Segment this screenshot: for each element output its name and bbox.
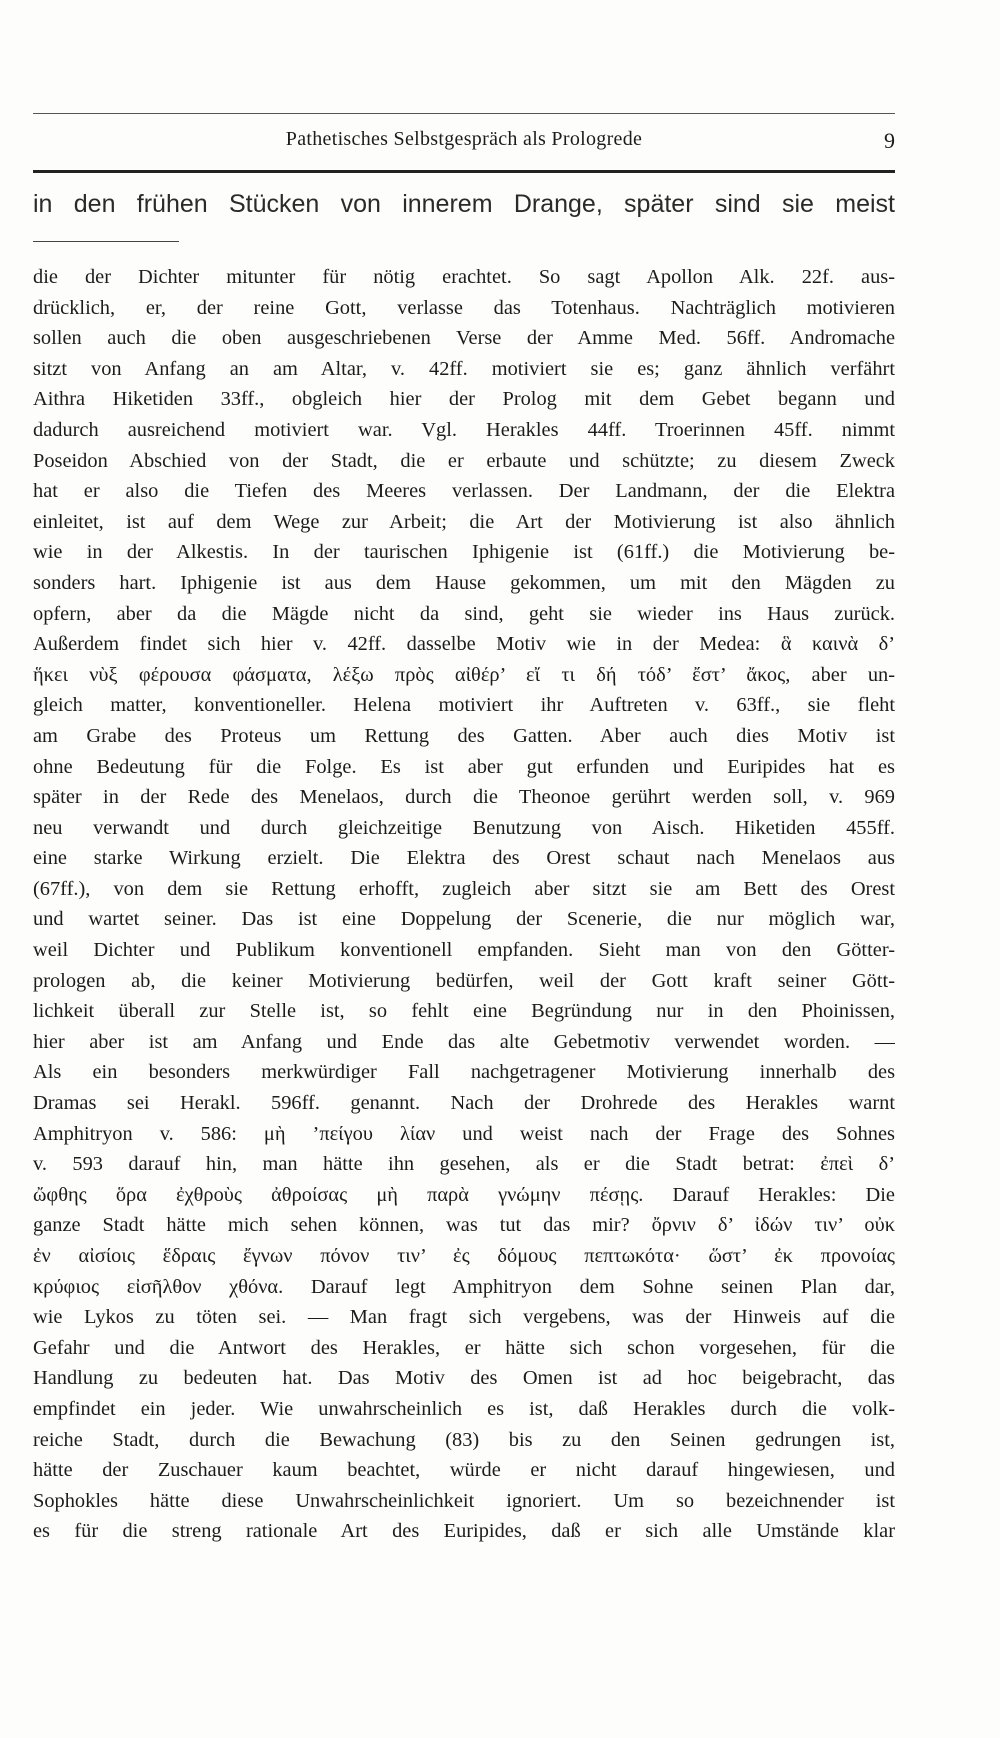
page-header [33, 128, 895, 158]
footnote-line: hier aber ist am Anfang und Ende das alte Gebetmotiv verwendet worden. — [33, 1030, 895, 1053]
footnote-line: weil Dichter und Publikum konventionell empfanden. Sieht man von den Götter- [33, 939, 895, 962]
footnote-line: dadurch ausreichend motiviert war. Vgl. Herakles 44ff. Troerinnen 45ff. nimmt [33, 418, 895, 441]
footnote-line: die der Dichter mitunter für nötig erachtet. So sagt Apollon Alk. 22f. aus- [33, 266, 895, 288]
footnote-line: es für die streng rationale Art des Euripides, daß er sich alle Umstände klar [33, 1520, 895, 1543]
footnote-separator [33, 241, 179, 242]
footnote-line: ἥκει νὺξ φέρουσα φάσματα, λέξω πρὸς αἰθέρ’ εἴ τι δή τόδ’ ἔστ’ ἄκος, aber un- [33, 663, 895, 686]
top-rule [33, 113, 895, 114]
footnote-line: Außerdem findet sich hier v. 42ff. dasselbe Motiv wie in der Medea: ἃ καινὰ δ’ [33, 633, 895, 656]
footnote-line: sollen auch die oben ausgeschriebenen Verse der Amme Med. 56ff. Andromache [33, 327, 895, 350]
footnote-line: sonders hart. Iphigenie ist aus dem Hause gekommen, um mit den Mägden zu [33, 571, 895, 594]
footnote-line: hat er also die Tiefen des Meeres verlassen. Der Landmann, der die Elektra [33, 480, 895, 503]
footnote-line: opfern, aber da die Mägde nicht da sind, geht sie wieder ins Haus zurück. [33, 602, 895, 625]
footnote-line: sitzt von Anfang an am Altar, v. 42ff. motiviert sie es; ganz ähnlich verfährt [33, 357, 895, 380]
footnote-line: wie in der Alkestis. In der taurischen Iphigenie ist (61ff.) die Motivierung be- [33, 541, 895, 564]
footnote-line: ganze Stadt hätte mich sehen können, was tut das mir? ὄρνιν δ’ ἰδών τιν’ οὐκ [33, 1214, 895, 1237]
footnote-line: Amphitryon v. 586: μὴ ’πείγου λίαν und weist nach der Frage des Sohnes [33, 1122, 895, 1145]
carry-over-line: in den frühen Stücken von innerem Drange, später sind sie meist [33, 190, 895, 218]
footnote-line: und wartet seiner. Das ist eine Doppelung der Scenerie, die nur möglich war, [33, 908, 895, 931]
footnote-line: am Grabe des Proteus um Rettung des Gatten. Aber auch dies Motiv ist [33, 724, 895, 747]
header-rule [33, 170, 895, 173]
page-number: 9 [884, 128, 895, 153]
footnote-line: neu verwandt und durch gleichzeitige Benutzung von Aisch. Hiketiden 455ff. [33, 816, 895, 839]
footnote-line: empfindet ein jeder. Wie unwahrscheinlich es ist, daß Herakles durch die volk- [33, 1397, 895, 1420]
running-title: Pathetisches Selbstgespräch als Prologrede [285, 128, 643, 150]
footnote-line [33, 1547, 895, 1578]
footnote-body [33, 262, 895, 1578]
footnote-line: wie Lykos zu töten sei. — Man fragt sich vergebens, was der Hinweis auf die [33, 1306, 895, 1329]
footnote-line: gleich matter, konventioneller. Helena motiviert ihr Auftreten v. 63ff., sie fleht [33, 694, 895, 717]
footnote-line: einleitet, ist auf dem Wege zur Arbeit; die Art der Motivierung ist also ähnlich [33, 510, 895, 533]
footnote-line: Handlung zu bedeuten hat. Das Motiv des Omen ist ad hoc beigebracht, das [33, 1367, 895, 1390]
footnote-line: ἐν αἰσίοις ἕδραις ἔγνων πόνον τιν’ ἐς δόμους πεπτωκότα· ὥστ’ ἐκ προνοίας [33, 1245, 895, 1267]
footnote-line: v. 593 darauf hin, man hätte ihn gesehen, als er die Stadt betrat: ἐπεὶ δ’ [33, 1153, 895, 1176]
footnote-line: (67ff.), von dem sie Rettung erhofft, zugleich aber sitzt sie am Bett des Orest [33, 877, 895, 900]
footnote-line: Aithra Hiketiden 33ff., obgleich hier der Prolog mit dem Gebet begann und [33, 388, 895, 411]
footnote-line: Als ein besonders merkwürdiger Fall nachgetragener Motivierung innerhalb des [33, 1061, 895, 1084]
footnote-line: reiche Stadt, durch die Bewachung (83) bis zu den Seinen gedrungen ist, [33, 1428, 895, 1451]
footnote-line: Gefahr und die Antwort des Herakles, er hätte sich schon vorgesehen, für die [33, 1336, 895, 1359]
footnote-line: κρύφιος εἰσῆλθον χθόνα. Darauf legt Amphitryon dem Sohne seinen Plan dar, [33, 1275, 895, 1298]
footnote-line: lichkeit überall zur Stelle ist, so fehlt eine Begründung nur in den Phoinissen, [33, 1000, 895, 1023]
footnote-line: eine starke Wirkung erzielt. Die Elektra des Orest schaut nach Menelaos aus [33, 847, 895, 870]
footnote-line: Poseidon Abschied von der Stadt, die er erbaute und schützte; zu diesem Zweck [33, 449, 895, 472]
footnote-line: prologen ab, die keiner Motivierung bedürfen, weil der Gott kraft seiner Gött- [33, 969, 895, 992]
footnote-line: Dramas sei Herakl. 596ff. genannt. Nach der Drohrede des Herakles warnt [33, 1092, 895, 1115]
footnote-line: drücklich, er, der reine Gott, verlasse das Totenhaus. Nachträglich motivieren [33, 296, 895, 319]
footnote-line: ohne Bedeutung für die Folge. Es ist aber gut erfunden und Euripides hat es [33, 755, 895, 778]
footnote-line: Sophokles hätte diese Unwahrscheinlichkeit ignoriert. Um so bezeichnender ist [33, 1489, 895, 1512]
footnote-line: hätte der Zuschauer kaum beachtet, würde er nicht darauf hingewiesen, und [33, 1459, 895, 1482]
footnote-line: ὤφθης ὅρα ἐχθροὺς ἀθροίσας μὴ παρὰ γνώμην πέσῃς. Darauf Herakles: Die [33, 1183, 895, 1206]
footnote-line: später in der Rede des Menelaos, durch die Theonoe gerührt werden soll, v. 969 [33, 786, 895, 809]
